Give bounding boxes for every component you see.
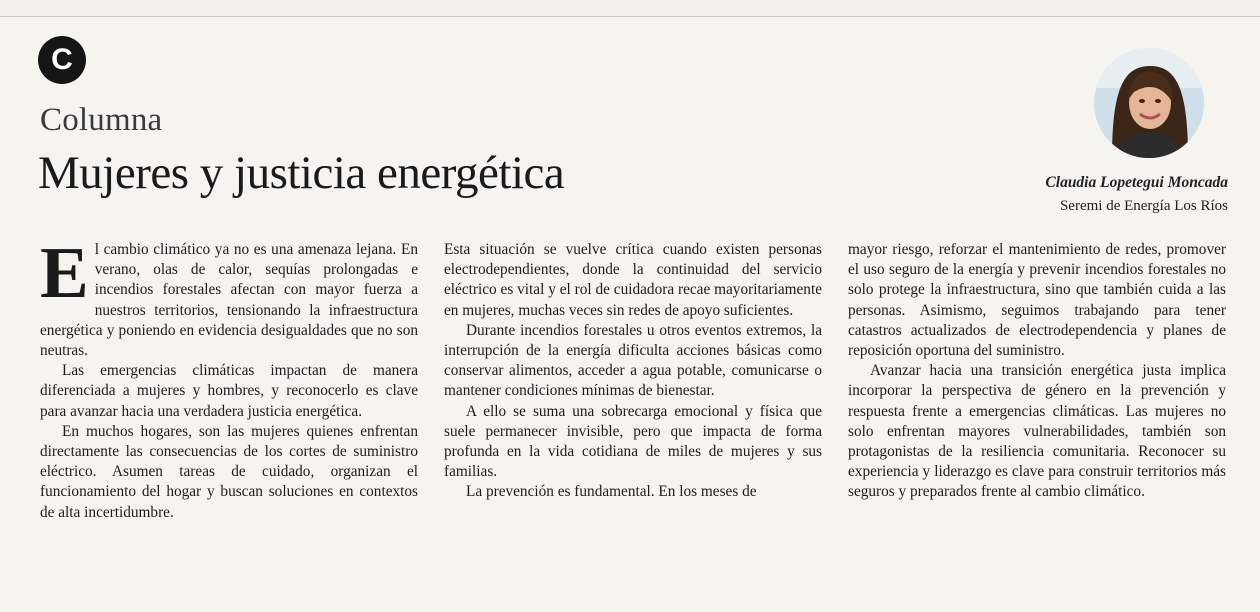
paragraph: La prevención es fundamental. En los meses de bbox=[466, 483, 757, 501]
article-column-3 bbox=[848, 240, 1226, 592]
paragraph: Esta situación se vuelve crítica cuando existen personas electrodependientes, donde la continuidad del servicio eléctrico es vital y el rol de cuidadora recae mayoritariamente en mujeres, muchas veces sin redes de apoyo suficientes. bbox=[444, 241, 822, 319]
paragraph: A ello se suma una sobrecarga emocional y física que suele permanecer invisible, pero que impacta de forma profunda en la vida cotidiana de miles de mujeres y sus familias. bbox=[444, 402, 822, 481]
article-column-2 bbox=[444, 240, 822, 592]
section-kicker: Columna bbox=[40, 102, 163, 138]
paragraph: Durante incendios forestales u otros eventos extremos, la interrupción de la energía dificulta acciones básicas como conservar alimentos, acceder a agua potable, comunicarse o mantener condiciones mínimas de bienestar. bbox=[444, 321, 822, 400]
author-role: Seremi de Energía Los Ríos bbox=[1059, 198, 1228, 214]
section-badge: C bbox=[38, 36, 86, 84]
paragraph: Las emergencias climáticas impactan de manera diferenciada a mujeres y hombres, y reconocerlo es clave para avanzar hacia una verdadera justicia energética. bbox=[40, 362, 418, 420]
author-photo bbox=[1094, 48, 1204, 158]
previous-page-strip bbox=[0, 0, 1260, 17]
paragraph: Avanzar hacia una transición energética justa implica incorporar la perspectiva de género en la prevención y respuesta frente a emergencias climáticas. Las mujeres no solo enfrentan mayores vulnerabilidades, también son protagonistas de la resiliencia comunitaria. Reconocer su experiencia y liderazgo es clave para construir territorios más seguros y preparados frente al cambio climático. bbox=[848, 362, 1226, 501]
paragraph: En muchos hogares, son las mujeres quienes enfrentan directamente las consecuencias de los cortes de suministro eléctrico. Asumen tareas de cuidado, organizan el funcionamiento del hogar y buscan soluciones en contextos de alta incertidumbre. bbox=[40, 422, 418, 521]
article-body bbox=[40, 232, 1226, 592]
author-portrait-icon bbox=[1094, 48, 1204, 158]
paragraph: El cambio climático ya no es una amenaza lejana. En verano, olas de calor, sequías prolongadas e incendios forestales afectan con mayor fuerza a nuestros territorios, tensionando la infraestructura energética y poniendo en evidencia desigualdades que no son neutras. bbox=[40, 232, 418, 360]
author-name: Claudia Lopetegui Moncada bbox=[1045, 174, 1228, 191]
page-title: Mujeres y justicia energética bbox=[38, 147, 565, 199]
article-column-1 bbox=[40, 232, 418, 592]
paragraph: mayor riesgo, reforzar el mantenimiento de redes, promover el uso seguro de la energía y prevenir incendios forestales no solo protege la infraestructura, sino que también cuida a las personas. Asimismo, seguimos trabajando para tener catastros actualizados de electrodependencia y planes de reposición oportuna del suministro. bbox=[848, 241, 1226, 360]
drop-cap: E bbox=[40, 232, 89, 313]
